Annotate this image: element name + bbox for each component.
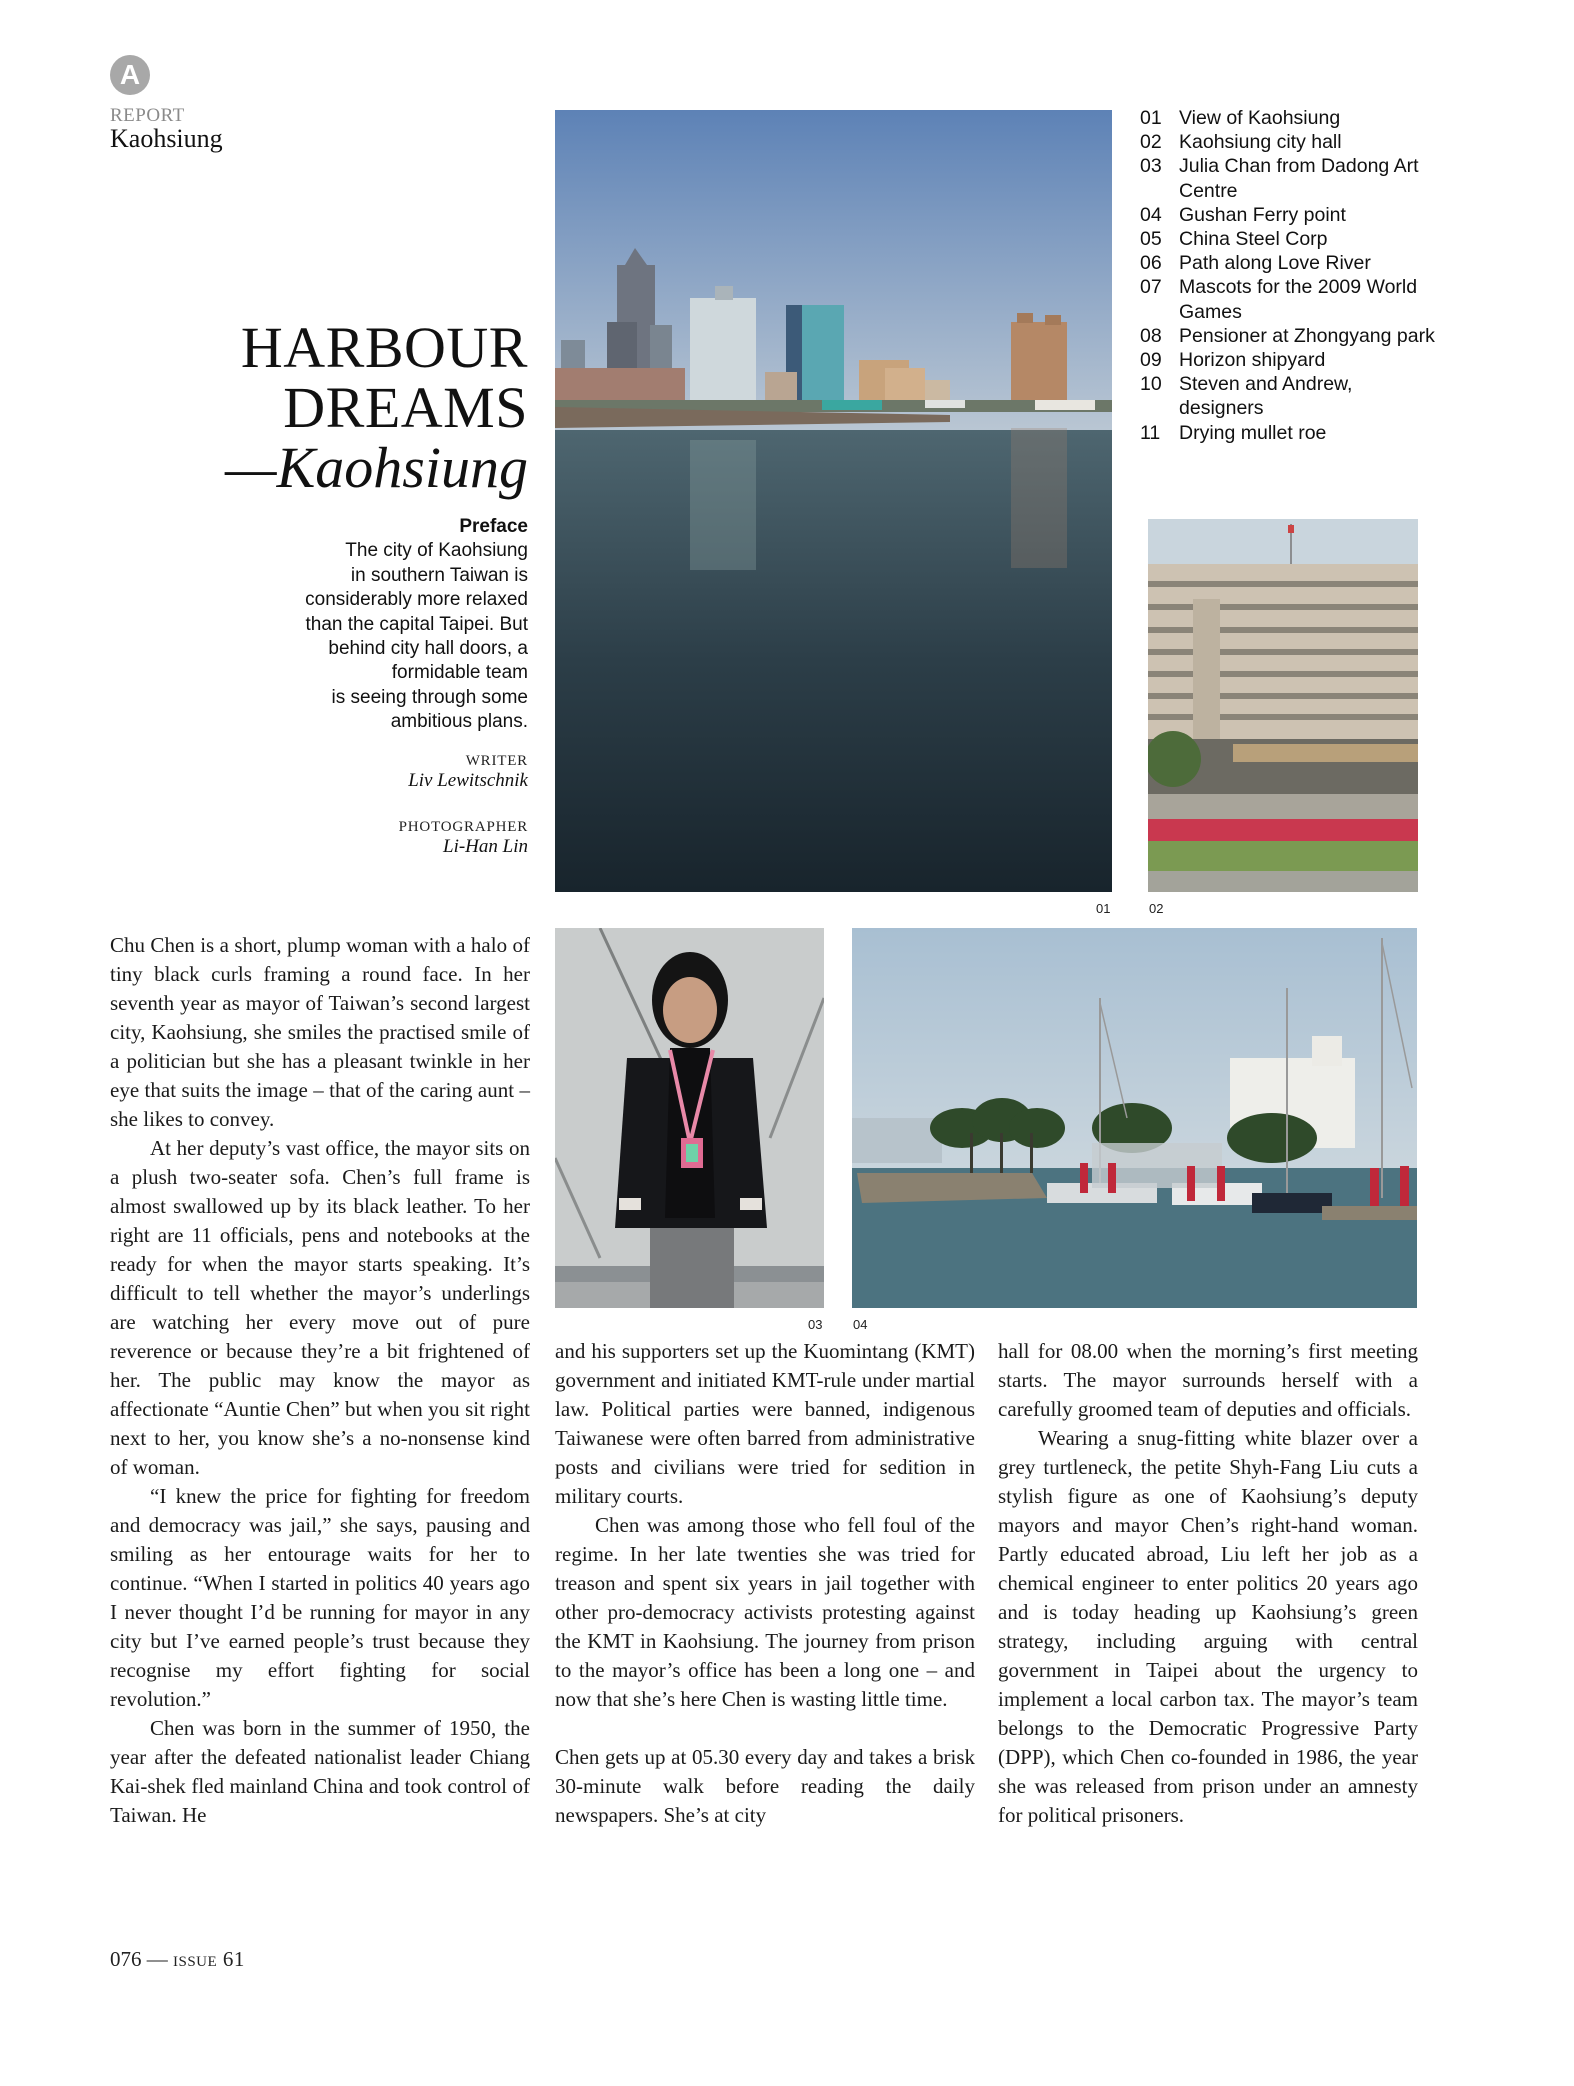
photo-caption-list: [1140, 106, 1440, 445]
paragraph: Chen gets up at 05.30 every day and takes a brisk 30-minute walk before reading the daily newspapers. She’s at city: [555, 1745, 975, 1827]
paragraph: “I knew the price for fighting for freedom and democracy was jail,” she says, pausing and smiling as her entourage waits for her to continue. “When I started in politics 40 years ago I never thought I’d be running for mayor in any city but I’ve earned people’s trust because they recognise my effort fighting for social revolution.”: [110, 1484, 530, 1711]
skyline-image: [555, 110, 1112, 892]
page-number: 076: [110, 1947, 142, 1971]
portrait-image: [555, 928, 824, 1308]
section-label: REPORT: [110, 105, 185, 126]
caption-item: 05 China Steel Corp: [1140, 228, 1328, 251]
preface-line: considerably more relaxed: [305, 589, 528, 611]
photo-city-hall: [1148, 519, 1418, 892]
photo-number: 03: [808, 1317, 823, 1332]
photographer-credit: [300, 818, 528, 858]
body-column-1: [110, 931, 530, 1830]
photo-portrait: [555, 928, 824, 1308]
preface-line: in southern Taiwan is: [350, 564, 528, 586]
caption-item: 06 Path along Love River: [1140, 252, 1371, 275]
paragraph: Chen was born in the summer of 1950, the year after the defeated nationalist leader Chiang Kai-shek fled mainland China and took control of Taiwan. He: [110, 1716, 530, 1827]
section-subtitle: Kaohsiung: [110, 124, 223, 153]
city-hall-image: [1148, 519, 1418, 892]
paragraph: hall for 08.00 when the morning’s first meeting starts. The mayor surrounds herself with a carefully groomed team of deputies and officials.: [998, 1339, 1418, 1421]
page-folio: [110, 1947, 245, 1972]
paragraph: Wearing a snug-fitting white blazer over a grey turtleneck, the petite Shyh-Fang Liu cuts a stylish figure as one of Kaohsiung’s deputy mayors and mayor Chen’s right-hand woman. Partly educated abroad, Liu left her job as a chemical engineer to enter politics 20 years ago and is today heading up Kaohsiung’s green strategy, including arguing with central government in Taipei about the urgency to implement a local carbon tax. The mayor’s team belongs to the Democratic Progressive Party (DPP), which Chen co-founded in 1986, the year she was released from prison under an amnesty for political prisoners.: [998, 1426, 1418, 1827]
preface-line: is seeing through some: [331, 686, 528, 708]
preface-line: than the capital Taipei. But: [305, 613, 528, 635]
preface-line: ambitious plans.: [390, 711, 528, 733]
body-column-2: [555, 1337, 975, 1830]
photo-number: 04: [853, 1317, 868, 1332]
title-line-2: DREAMS: [283, 375, 528, 440]
writer-role: WRITER: [465, 753, 528, 769]
caption-item: 01 View of Kaohsiung: [1140, 107, 1341, 129]
article-title: [150, 315, 528, 500]
paragraph: Chen was among those who fell foul of the regime. In her late twenties she was tried for treason and spent six years in jail together with other pro-democracy activists protesting against the KMT in Kaohsiung. The journey from prison to the mayor’s office has been a long one – and now that she’s here Chen is wasting little time.: [555, 1513, 975, 1711]
photo-marina: [852, 928, 1417, 1308]
section-badge: A: [110, 55, 150, 95]
preface-heading: Preface: [459, 516, 528, 537]
paragraph: and his supporters set up the Kuomintang (KMT) government and initiated KMT-rule under martial law. Political parties were banned, indigenous Taiwanese were often barred from administrative posts and civilians were tried for sedition in military courts.: [555, 1339, 975, 1508]
paragraph: Chu Chen is a short, plump woman with a halo of tiny black curls framing a round face. In her seventh year as mayor of Taiwan’s second largest city, Kaohsiung, she smiles the practised smile of a politician but she has a pleasant twinkle in her eye that suits the image – that of the caring aunt – she likes to convey.: [110, 933, 530, 1131]
caption-item: 09 Horizon shipyard: [1140, 349, 1326, 372]
writer-credit: [300, 752, 528, 792]
caption-item: 10 Steven and Andrew, designers: [1140, 373, 1353, 420]
body-column-3: [998, 1337, 1418, 1830]
photographer-role: PHOTOGRAPHER: [398, 819, 528, 835]
caption-item: 08 Pensioner at Zhongyang park: [1140, 324, 1435, 347]
photo-number: 02: [1149, 901, 1164, 916]
marina-image: [852, 928, 1417, 1308]
title-line-3: —Kaohsiung: [225, 435, 528, 500]
writer-name: Liv Lewitschnik: [408, 770, 528, 791]
preface-line: formidable team: [391, 662, 528, 684]
caption-item: 02 Kaohsiung city hall: [1140, 131, 1342, 154]
preface-line: The city of Kaohsiung: [345, 540, 528, 562]
issue-label: issue 61: [173, 1947, 245, 1971]
caption-item: 03 Julia Chan from Dadong Art Centre: [1140, 155, 1419, 202]
caption-item: 11 Drying mullet roe: [1140, 421, 1327, 444]
caption-item: 07 Mascots for the 2009 World Games: [1140, 276, 1418, 323]
photo-number: 01: [1096, 901, 1111, 916]
caption-item: 04 Gushan Ferry point: [1140, 203, 1346, 226]
folio-separator: —: [146, 1947, 168, 1971]
photo-skyline: [555, 110, 1112, 892]
preface-line: behind city hall doors, a: [328, 638, 528, 660]
title-line-1: HARBOUR: [240, 315, 528, 380]
paragraph: At her deputy’s vast office, the mayor sits on a plush two-seater sofa. Chen’s full frame is almost swallowed up by its black leather. To her right are 11 officials, pens and notebooks at the ready for when the mayor starts speaking. It’s difficult to tell whether the mayor’s underlings are watching her every move out of pure reverence or because they’re a bit frightened of her. The public may know the mayor as affectionate “Auntie Chen” but when you sit right next to her, you know she’s a no-nonsense kind of woman.: [110, 1136, 530, 1479]
photographer-name: Li-Han Lin: [443, 836, 528, 857]
preface: [250, 515, 528, 735]
